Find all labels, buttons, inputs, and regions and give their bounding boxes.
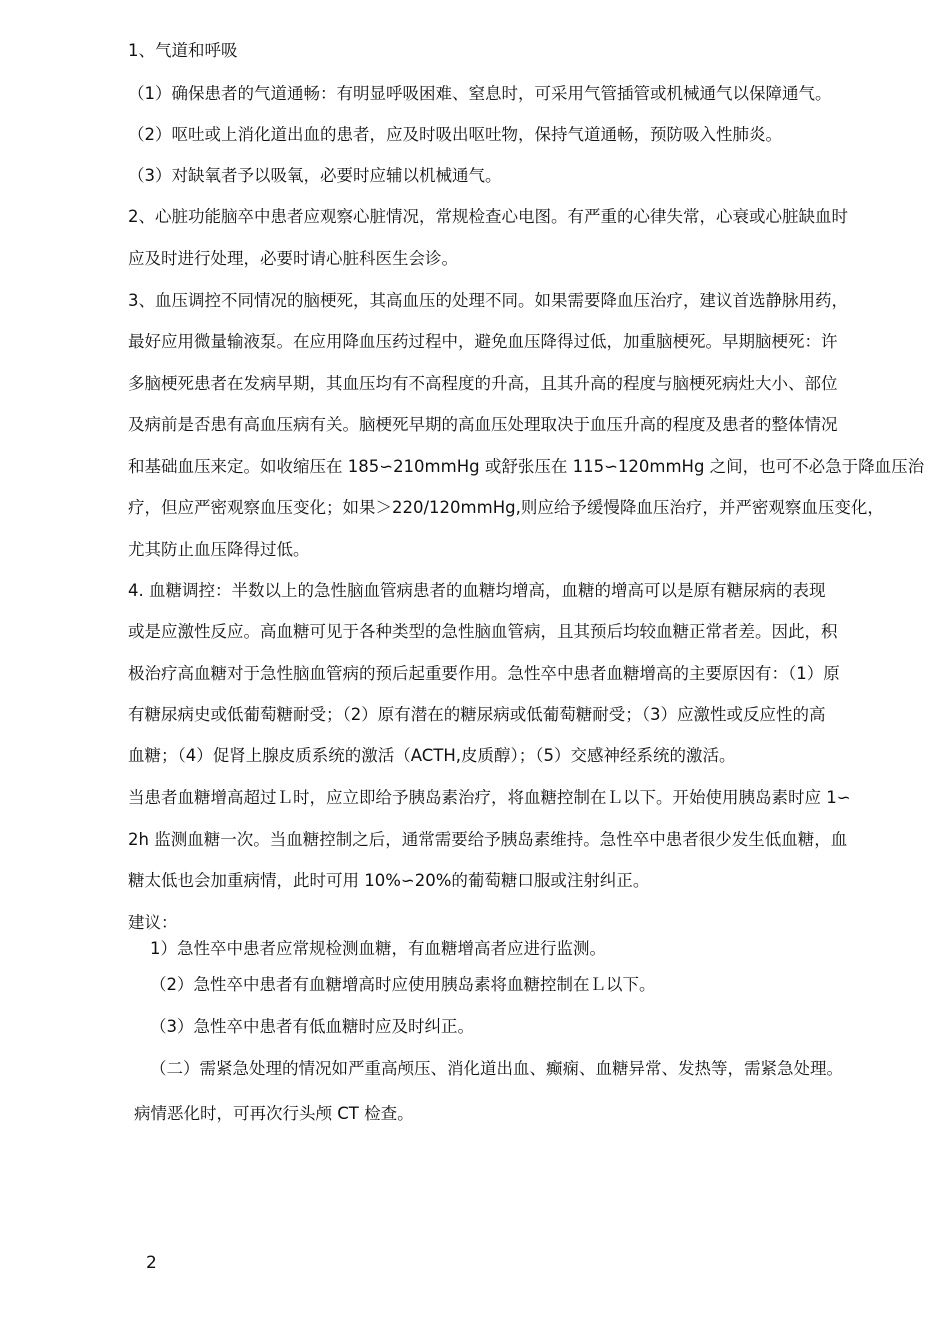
item4-line4: 有糖尿病史或低葡萄糖耐受；（2）原有潜在的糖尿病或低葡萄糖耐受；（3）应激性或反应性的高 — [128, 705, 826, 724]
glucose-line1: 当患者血糖增高超过Ｌ时，应立即给予胰岛素治疗，将血糖控制在Ｌ以下。开始使用胰岛素时应 1∽ — [128, 788, 851, 807]
item3-line6: 疗，但应严密观察血压变化；如果＞220/120mmHg,则应给予缓慢降血压治疗，并严密观察血压变化， — [128, 498, 884, 517]
item1-sub2: （2）呕吐或上消化道出血的患者，应及时吸出呕吐物，保持气道通畅，预防吸入性肺炎。 — [128, 125, 782, 144]
item1-heading: 1、气道和呼吸 — [128, 41, 238, 60]
section2-line2: 病情恶化时，可再次行头颅 CT 检查。 — [134, 1104, 414, 1123]
recommendation-3: （3）急性卒中患者有低血糖时应及时纠正。 — [150, 1017, 474, 1036]
item2-line1: 2、心脏功能脑卒中患者应观察心脏情况，常规检查心电图。有严重的心律失常，心衰或心脏缺血时 — [128, 207, 848, 226]
item3-line5: 和基础血压来定。如收缩压在 185∽210mmHg 或舒张压在 115∽120mmHg 之间，也可不必急于降血压治 — [128, 457, 925, 476]
section2-line1: （二）需紧急处理的情况如严重高颅压、消化道出血、癫痫、血糖异常、发热等，需紧急处理。 — [150, 1059, 843, 1078]
recommendations-heading: 建议： — [128, 913, 178, 932]
item1-sub1: （1）确保患者的气道通畅：有明显呼吸困难、窒息时，可采用气管插管或机械通气以保障通气。 — [128, 84, 832, 103]
recommendation-1: 1）急性卒中患者应常规检测血糖，有血糖增高者应进行监测。 — [150, 939, 606, 958]
glucose-line2: 2h 监测血糖一次。当血糖控制之后，通常需要给予胰岛素维持。急性卒中患者很少发生低血糖，血 — [128, 830, 848, 849]
item3-line1: 3、血压调控不同情况的脑梗死，其高血压的处理不同。如果需要降血压治疗，建议首选静脉用药， — [128, 291, 848, 310]
item4-line1: 4. 血糖调控：半数以上的急性脑血管病患者的血糖均增高，血糖的增高可以是原有糖尿病的表现 — [128, 581, 826, 600]
item4-line5: 血糖；（4）促肾上腺皮质系统的激活（ACTH,皮质醇）；（5）交感神经系统的激活。 — [128, 746, 736, 765]
item1-sub3: （3）对缺氧者予以吸氧，必要时应辅以机械通气。 — [128, 166, 502, 185]
item3-line7: 尤其防止血压降得过低。 — [128, 540, 310, 559]
glucose-line3: 糖太低也会加重病情，此时可用 10%∽20%的葡萄糖口服或注射纠正。 — [128, 871, 650, 890]
item3-line3: 多脑梗死患者在发病早期，其血压均有不高程度的升高，且其升高的程度与脑梗死病灶大小、部位 — [128, 374, 838, 393]
item3-line2: 最好应用微量输液泵。在应用降血压药过程中，避免血压降得过低，加重脑梗死。早期脑梗死：许 — [128, 332, 838, 351]
item4-line3: 极治疗高血糖对于急性脑血管病的预后起重要作用。急性卒中患者血糖增高的主要原因有：（1）原 — [128, 664, 840, 683]
recommendation-2: （2）急性卒中患者有血糖增高时应使用胰岛素将血糖控制在Ｌ以下。 — [150, 975, 656, 994]
item4-line2: 或是应激性反应。高血糖可见于各种类型的急性脑血管病，且其预后均较血糖正常者差。因此，积 — [128, 622, 838, 641]
item3-line4: 及病前是否患有高血压病有关。脑梗死早期的高血压处理取决于血压升高的程度及患者的整体情况 — [128, 415, 838, 434]
item2-line2: 应及时进行处理，必要时请心脏科医生会诊。 — [128, 249, 458, 268]
page-number: 2 — [146, 1253, 157, 1273]
